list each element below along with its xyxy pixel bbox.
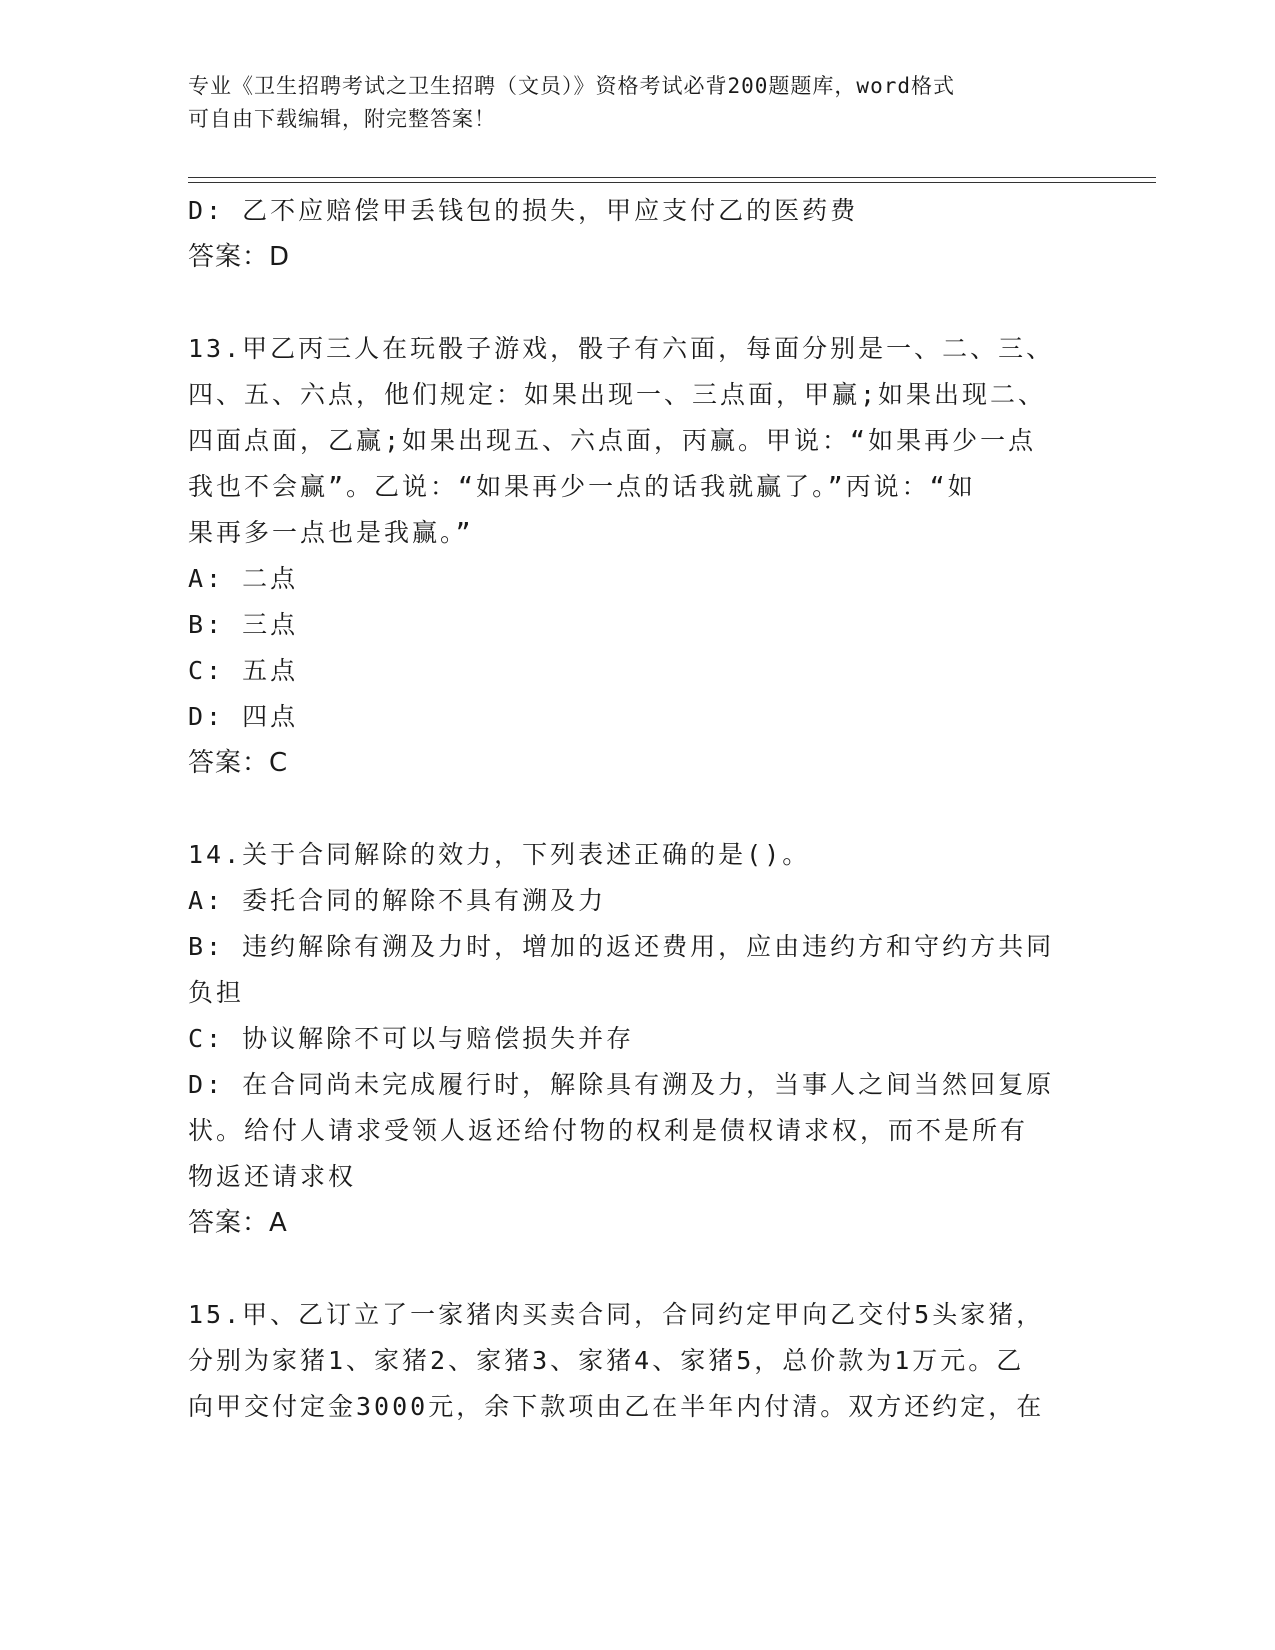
q14-option-d-line: 物返还请求权 bbox=[188, 1162, 357, 1191]
q13-option-d: D: 四点 bbox=[188, 702, 299, 731]
spacer bbox=[188, 1246, 1088, 1292]
q14-option-d-line: D: 在合同尚未完成履行时，解除具有溯及力，当事人之间当然回复原 bbox=[188, 1070, 1055, 1099]
document-body bbox=[188, 188, 1088, 1430]
q13-stem-line: 四面点面，乙赢;如果出现五、六点面，丙赢。甲说：“如果再少一点 bbox=[188, 426, 1037, 455]
q13-stem-line: 我也不会赢”。乙说：“如果再少一点的话我就赢了。”丙说：“如 bbox=[188, 472, 976, 501]
header-line-1: 专业《卫生招聘考试之卫生招聘（文员）》资格考试必背200题题库，word格式 bbox=[188, 74, 955, 98]
q13-answer: 答案：C bbox=[188, 748, 289, 778]
q13-stem-line: 四、五、六点，他们规定：如果出现一、三点面，甲赢;如果出现二、 bbox=[188, 380, 1047, 409]
q14-stem: 14.关于合同解除的效力，下列表述正确的是()。 bbox=[188, 840, 811, 869]
document-header bbox=[188, 70, 1068, 136]
q13-option-a: A: 二点 bbox=[188, 564, 299, 593]
header-line-2: 可自由下载编辑，附完整答案！ bbox=[188, 107, 496, 131]
q13-option-b: B: 三点 bbox=[188, 610, 299, 639]
q15-stem-line: 15.甲、乙订立了一家猪肉买卖合同，合同约定甲向乙交付5头家猪， bbox=[188, 1300, 1045, 1329]
q14-option-a: A: 委托合同的解除不具有溯及力 bbox=[188, 886, 607, 915]
q12-answer: 答案：D bbox=[188, 242, 291, 272]
q14-answer: 答案：A bbox=[188, 1208, 288, 1238]
q14-option-b-line: B: 违约解除有溯及力时，增加的返还费用，应由违约方和守约方共同 bbox=[188, 932, 1055, 961]
spacer bbox=[188, 280, 1088, 326]
question-15 bbox=[188, 1292, 1088, 1430]
q15-stem-line: 分别为家猪1、家猪2、家猪3、家猪4、家猪5，总价款为1万元。乙 bbox=[188, 1346, 1025, 1375]
question-13 bbox=[188, 326, 1088, 786]
q12-option-d: D: 乙不应赔偿甲丢钱包的损失，甲应支付乙的医药费 bbox=[188, 196, 859, 225]
q14-option-d-line: 状。给付人请求受领人返还给付物的权利是债权请求权，而不是所有 bbox=[188, 1116, 1029, 1145]
q14-option-c: C: 协议解除不可以与赔偿损失并存 bbox=[188, 1024, 635, 1053]
spacer bbox=[188, 786, 1088, 832]
header-rule-top bbox=[188, 177, 1156, 178]
q13-option-c: C: 五点 bbox=[188, 656, 299, 685]
q14-option-b-line: 负担 bbox=[188, 978, 245, 1007]
question-14 bbox=[188, 832, 1088, 1246]
q15-stem-line: 向甲交付定金3000元，余下款项由乙在半年内付清。双方还约定，在 bbox=[188, 1392, 1045, 1421]
header-rule-bottom bbox=[188, 182, 1156, 183]
q13-stem-line: 果再多一点也是我赢。” bbox=[188, 518, 474, 547]
q13-stem-line: 13.甲乙丙三人在玩骰子游戏，骰子有六面，每面分别是一、二、三、 bbox=[188, 334, 1055, 363]
